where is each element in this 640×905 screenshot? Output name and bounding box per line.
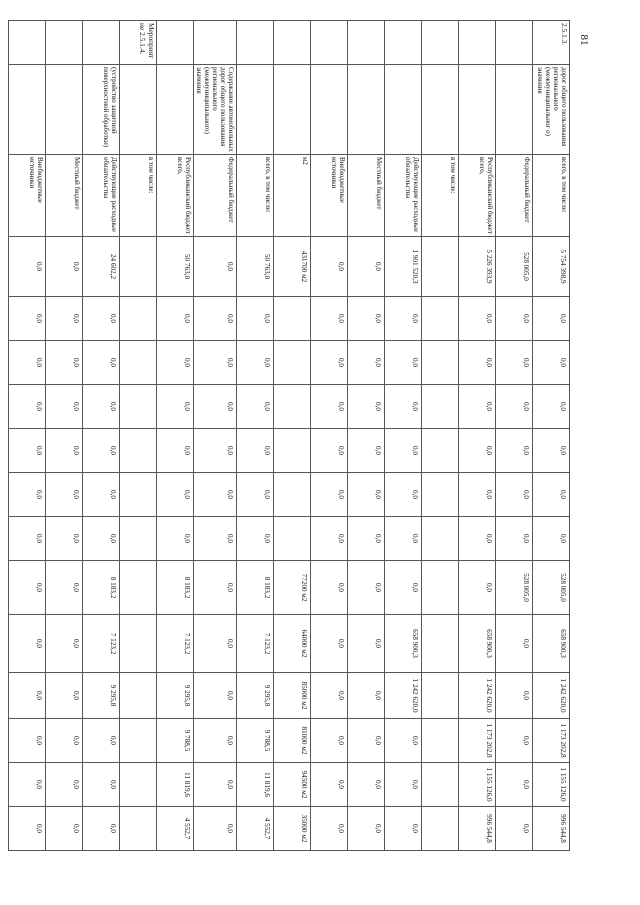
cell-funding-source: Федеральный бюджет <box>496 155 533 237</box>
cell-value: 0,0 <box>311 429 348 473</box>
cell-value <box>119 807 156 851</box>
cell-value: 0,0 <box>193 429 236 473</box>
cell-value: 0,0 <box>533 385 570 429</box>
cell-value: 0,0 <box>193 673 236 719</box>
cell-value <box>119 429 156 473</box>
cell-funding-source: Республиканский бюджет всего, <box>156 155 193 237</box>
cell-value: 658 900,3 <box>459 615 496 673</box>
cell-value: 0,0 <box>237 385 274 429</box>
cell-value: 0,0 <box>8 517 45 561</box>
cell-value: 0,0 <box>459 297 496 341</box>
cell-value: 0,0 <box>385 763 422 807</box>
cell-value: 0,0 <box>8 341 45 385</box>
cell-value: 0,0 <box>385 297 422 341</box>
table-row <box>533 21 570 851</box>
cell-value: 0,0 <box>496 385 533 429</box>
cell-value: 0,0 <box>348 297 385 341</box>
cell-value <box>274 385 311 429</box>
cell-value: 1 901 520,3 <box>385 237 422 297</box>
cell-measure-name: дорог общего пользования регионального (межмуниципальног о) значения <box>533 65 570 155</box>
cell-value: 0,0 <box>348 385 385 429</box>
cell-value: 0,0 <box>45 615 82 673</box>
cell-value <box>422 719 459 763</box>
cell-code <box>8 21 45 65</box>
cell-value: 77200 м2 <box>274 561 311 615</box>
cell-value <box>422 297 459 341</box>
cell-value: 50 763,0 <box>237 237 274 297</box>
cell-value: 0,0 <box>82 719 119 763</box>
cell-value: 0,0 <box>311 719 348 763</box>
cell-value: 0,0 <box>45 473 82 517</box>
table-row <box>8 21 45 851</box>
cell-value: 0,0 <box>45 237 82 297</box>
cell-code <box>237 21 274 65</box>
cell-measure-name <box>385 65 422 155</box>
cell-code <box>193 21 236 65</box>
cell-value: 0,0 <box>385 719 422 763</box>
cell-funding-source: в том числе: <box>422 155 459 237</box>
cell-value: 1 242 620,0 <box>459 673 496 719</box>
cell-value: 0,0 <box>8 297 45 341</box>
cell-value: 0,0 <box>348 615 385 673</box>
cell-value: 0,0 <box>193 385 236 429</box>
cell-value: 24 602,2 <box>82 237 119 297</box>
cell-value: 0,0 <box>311 763 348 807</box>
cell-value: 0,0 <box>193 561 236 615</box>
cell-value: 0,0 <box>8 807 45 851</box>
cell-measure-name <box>311 65 348 155</box>
cell-value <box>119 341 156 385</box>
cell-value: 9 295,8 <box>237 673 274 719</box>
cell-funding-source: Действующие расходные обязательства <box>385 155 422 237</box>
cell-funding-source: Республиканский бюджет всего, <box>459 155 496 237</box>
cell-value: 5 226 393,9 <box>459 237 496 297</box>
cell-value <box>422 385 459 429</box>
cell-value: 0,0 <box>496 473 533 517</box>
cell-value: 11 819,6 <box>237 763 274 807</box>
cell-value: 0,0 <box>8 719 45 763</box>
table-row <box>496 21 533 851</box>
table-row <box>82 21 119 851</box>
cell-value: 0,0 <box>156 297 193 341</box>
table-row <box>119 21 156 851</box>
cell-value <box>422 517 459 561</box>
cell-value <box>422 807 459 851</box>
cell-value: 7 123,2 <box>82 615 119 673</box>
cell-value: 996 544,8 <box>533 807 570 851</box>
cell-funding-source: Федеральный бюджет <box>193 155 236 237</box>
cell-value: 4 552,7 <box>237 807 274 851</box>
cell-value: 35000 м2 <box>274 807 311 851</box>
cell-value <box>119 297 156 341</box>
cell-value: 0,0 <box>45 673 82 719</box>
cell-value: 0,0 <box>45 719 82 763</box>
cell-value: 0,0 <box>82 385 119 429</box>
cell-value: 0,0 <box>459 385 496 429</box>
cell-value: 0,0 <box>82 341 119 385</box>
cell-value: 0,0 <box>311 237 348 297</box>
table-row <box>385 21 422 851</box>
cell-value: 64000 м2 <box>274 615 311 673</box>
table-row <box>422 21 459 851</box>
cell-value: 0,0 <box>496 429 533 473</box>
cell-funding-source: Местный бюджет <box>348 155 385 237</box>
cell-funding-source: всего, в том числе: <box>533 155 570 237</box>
cell-value: 0,0 <box>45 561 82 615</box>
cell-value: 0,0 <box>496 517 533 561</box>
cell-value: 0,0 <box>533 517 570 561</box>
cell-value <box>119 615 156 673</box>
cell-value: 0,0 <box>45 763 82 807</box>
cell-value: 0,0 <box>237 297 274 341</box>
cell-value: 0,0 <box>8 561 45 615</box>
cell-value: 0,0 <box>311 385 348 429</box>
cell-value: 0,0 <box>45 297 82 341</box>
cell-value: 0,0 <box>193 237 236 297</box>
cell-value: 0,0 <box>385 517 422 561</box>
table-row <box>45 21 82 851</box>
budget-table <box>8 20 570 851</box>
cell-measure-name <box>156 65 193 155</box>
cell-value: 0,0 <box>8 237 45 297</box>
cell-value: 9 295,8 <box>82 673 119 719</box>
cell-value <box>422 615 459 673</box>
cell-value: 0,0 <box>193 473 236 517</box>
cell-value: 0,0 <box>385 807 422 851</box>
cell-value <box>422 473 459 517</box>
cell-value <box>274 341 311 385</box>
cell-value: 7 123,2 <box>237 615 274 673</box>
cell-code <box>82 21 119 65</box>
cell-value: 0,0 <box>8 429 45 473</box>
table-body <box>8 21 569 851</box>
cell-value: 0,0 <box>8 615 45 673</box>
table-row <box>193 21 236 851</box>
cell-measure-name: Содержание автомобильных дорог общего пользования регионального (межмуниципального) значения <box>193 65 236 155</box>
cell-funding-source: Действующие расходные обязательства <box>82 155 119 237</box>
cell-value <box>422 429 459 473</box>
cell-value: 0,0 <box>45 429 82 473</box>
cell-value <box>274 517 311 561</box>
cell-code <box>496 21 533 65</box>
page-number: 81 <box>578 34 590 46</box>
cell-value <box>119 473 156 517</box>
cell-value: 0,0 <box>533 429 570 473</box>
cell-value: 0,0 <box>82 763 119 807</box>
cell-value: 1 173 202,8 <box>459 719 496 763</box>
budget-table-container <box>27 20 570 850</box>
cell-value: 0,0 <box>311 615 348 673</box>
cell-value: 0,0 <box>459 473 496 517</box>
cell-value: 0,0 <box>156 473 193 517</box>
cell-measure-name <box>119 65 156 155</box>
table-row <box>311 21 348 851</box>
cell-code <box>45 21 82 65</box>
cell-value <box>119 673 156 719</box>
cell-value: 0,0 <box>193 341 236 385</box>
cell-value: 0,0 <box>533 297 570 341</box>
cell-value: 1 155 126,0 <box>533 763 570 807</box>
cell-code <box>385 21 422 65</box>
cell-value: 0,0 <box>82 807 119 851</box>
cell-value: 0,0 <box>385 385 422 429</box>
table-row <box>156 21 193 851</box>
cell-value: 85000 м2 <box>274 673 311 719</box>
cell-value: 1 242 620,0 <box>533 673 570 719</box>
cell-measure-name <box>45 65 82 155</box>
cell-measure-name <box>496 65 533 155</box>
cell-funding-source: всего, в том числе: <box>237 155 274 237</box>
cell-value: 5 754 398,9 <box>533 237 570 297</box>
cell-value: 9 788,5 <box>237 719 274 763</box>
cell-value: 0,0 <box>533 341 570 385</box>
cell-value: 0,0 <box>237 429 274 473</box>
cell-code <box>274 21 311 65</box>
cell-value: 11 819,6 <box>156 763 193 807</box>
cell-value: 0,0 <box>193 297 236 341</box>
cell-value: 0,0 <box>8 385 45 429</box>
cell-value: 0,0 <box>348 341 385 385</box>
cell-measure-name <box>237 65 274 155</box>
cell-value: 0,0 <box>496 615 533 673</box>
cell-value: 0,0 <box>156 429 193 473</box>
cell-value <box>422 763 459 807</box>
cell-value: 0,0 <box>82 473 119 517</box>
cell-value: 0,0 <box>496 763 533 807</box>
cell-value <box>274 473 311 517</box>
cell-code: 2.5.1.3. <box>533 21 570 65</box>
cell-funding-source: м2 <box>274 155 311 237</box>
cell-value: 9 788,5 <box>156 719 193 763</box>
cell-value: 0,0 <box>348 807 385 851</box>
cell-value: 0,0 <box>385 429 422 473</box>
cell-code <box>311 21 348 65</box>
cell-value: 0,0 <box>311 297 348 341</box>
cell-value: 0,0 <box>496 673 533 719</box>
cell-value <box>274 297 311 341</box>
cell-value: 0,0 <box>193 763 236 807</box>
cell-value: 0,0 <box>385 473 422 517</box>
cell-value <box>119 385 156 429</box>
cell-value: 0,0 <box>311 517 348 561</box>
cell-value <box>422 561 459 615</box>
cell-value: 0,0 <box>348 429 385 473</box>
cell-value: 0,0 <box>348 561 385 615</box>
cell-value: 0,0 <box>311 473 348 517</box>
cell-value: 8 183,2 <box>237 561 274 615</box>
cell-code <box>156 21 193 65</box>
cell-value: 4 552,7 <box>156 807 193 851</box>
cell-value: 0,0 <box>82 429 119 473</box>
cell-value: 0,0 <box>348 719 385 763</box>
cell-value: 0,0 <box>45 341 82 385</box>
cell-funding-source: Внебюджетные источники <box>8 155 45 237</box>
cell-value: 0,0 <box>459 429 496 473</box>
cell-value: 7 123,2 <box>156 615 193 673</box>
cell-value: 0,0 <box>348 673 385 719</box>
cell-value: 81000 м2 <box>274 719 311 763</box>
cell-code <box>459 21 496 65</box>
cell-value <box>422 237 459 297</box>
cell-value: 50 763,0 <box>156 237 193 297</box>
cell-value: 0,0 <box>45 385 82 429</box>
cell-value: 1 173 202,8 <box>533 719 570 763</box>
cell-value: 0,0 <box>311 673 348 719</box>
cell-value: 0,0 <box>348 237 385 297</box>
cell-code <box>348 21 385 65</box>
cell-value <box>274 429 311 473</box>
cell-value: 0,0 <box>459 341 496 385</box>
cell-value: 0,0 <box>8 763 45 807</box>
cell-value <box>119 763 156 807</box>
cell-value: 0,0 <box>348 517 385 561</box>
cell-value: 0,0 <box>385 561 422 615</box>
cell-value: 0,0 <box>385 341 422 385</box>
cell-value: 658 900,3 <box>533 615 570 673</box>
cell-funding-source: Местный бюджет <box>45 155 82 237</box>
table-row <box>348 21 385 851</box>
cell-value: 0,0 <box>45 807 82 851</box>
cell-value: 0,0 <box>8 473 45 517</box>
cell-code <box>422 21 459 65</box>
cell-value <box>119 237 156 297</box>
cell-value: 0,0 <box>82 297 119 341</box>
cell-value: 0,0 <box>237 341 274 385</box>
cell-measure-name: (устройство защитной поверхностной обработки) <box>82 65 119 155</box>
cell-value: 528 005,0 <box>496 237 533 297</box>
cell-value: 0,0 <box>311 341 348 385</box>
cell-measure-name <box>459 65 496 155</box>
cell-value: 8 183,2 <box>156 561 193 615</box>
cell-value: 0,0 <box>496 719 533 763</box>
cell-value: 0,0 <box>193 807 236 851</box>
cell-value: 0,0 <box>348 763 385 807</box>
cell-value: 528 005,0 <box>533 561 570 615</box>
cell-measure-name <box>274 65 311 155</box>
table-row <box>274 21 311 851</box>
cell-value: 0,0 <box>193 615 236 673</box>
cell-value: 0,0 <box>496 297 533 341</box>
cell-value: 0,0 <box>348 473 385 517</box>
cell-code: Мероприятие 2.5.1.4. <box>119 21 156 65</box>
cell-value: 94500 м2 <box>274 763 311 807</box>
cell-value: 9 295,8 <box>156 673 193 719</box>
cell-value: 0,0 <box>156 385 193 429</box>
cell-value <box>422 341 459 385</box>
table-row <box>237 21 274 851</box>
cell-value: 0,0 <box>533 473 570 517</box>
cell-value: 0,0 <box>459 517 496 561</box>
cell-value: 0,0 <box>8 673 45 719</box>
cell-value: 431700 м2 <box>274 237 311 297</box>
cell-value <box>422 673 459 719</box>
cell-value <box>119 517 156 561</box>
cell-value <box>119 561 156 615</box>
cell-value: 1 242 620,0 <box>385 673 422 719</box>
cell-value: 0,0 <box>237 517 274 561</box>
cell-value: 8 183,2 <box>82 561 119 615</box>
cell-value: 0,0 <box>82 517 119 561</box>
cell-value: 0,0 <box>156 341 193 385</box>
cell-value: 0,0 <box>237 473 274 517</box>
cell-value: 0,0 <box>156 517 193 561</box>
cell-value: 528 005,0 <box>496 561 533 615</box>
cell-measure-name <box>8 65 45 155</box>
cell-value <box>119 719 156 763</box>
cell-value: 0,0 <box>193 517 236 561</box>
cell-value: 658 900,3 <box>385 615 422 673</box>
cell-value: 0,0 <box>459 561 496 615</box>
cell-value: 0,0 <box>45 517 82 561</box>
cell-funding-source: в том числе: <box>119 155 156 237</box>
cell-value: 1 155 126,0 <box>459 763 496 807</box>
cell-value: 0,0 <box>496 807 533 851</box>
cell-value: 0,0 <box>311 807 348 851</box>
cell-value: 0,0 <box>311 561 348 615</box>
cell-value: 0,0 <box>496 341 533 385</box>
cell-measure-name <box>348 65 385 155</box>
cell-value: 0,0 <box>193 719 236 763</box>
cell-value: 996 544,8 <box>459 807 496 851</box>
cell-funding-source: Внебюджетные источники <box>311 155 348 237</box>
cell-measure-name <box>422 65 459 155</box>
table-row <box>459 21 496 851</box>
